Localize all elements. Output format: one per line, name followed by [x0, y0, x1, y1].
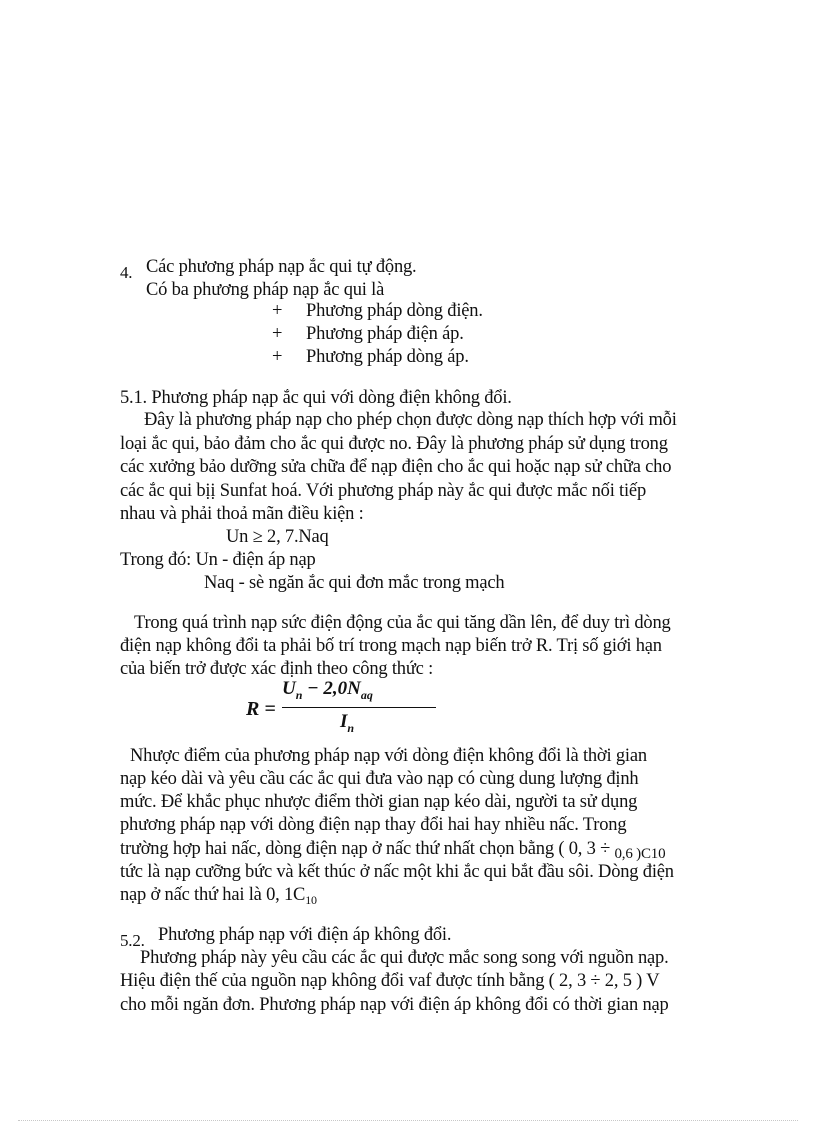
paragraph-line: điện nạp không đổi ta phải bố trí trong mạch nạp biến trở R. Trị số giới hạn	[120, 636, 662, 656]
paragraph-line: cho mỗi ngăn đơn. Phương pháp nạp với điện áp không đổi có thời gian nạp	[120, 995, 669, 1015]
paragraph-line: mức. Để khắc phục nhược điểm thời gian nạp kéo dài, người ta sử dụng	[120, 792, 638, 812]
formula-denominator: $I_n$	[340, 711, 355, 735]
paragraph-line: của biến trở được xác định theo công thức :	[120, 659, 434, 679]
section-5-1-heading: 5.1. Phương pháp nạp ắc qui với dòng điện không đổi.	[120, 388, 512, 408]
paragraph-line: các ắc qui bịị Sunfat hoá. Với phương pháp này ắc qui được mắc nối tiếp	[120, 481, 646, 501]
section-4-heading: Các phương pháp nạp ắc qui tự động.	[146, 257, 417, 277]
paragraph-line: Hiệu điện thế của nguồn nạp không đổi vaf được tính bằng ( 2, 3 ÷ 2, 5 ) V	[120, 971, 660, 991]
where-line: Naq - sè ngăn ắc qui đơn mắc trong mạch	[204, 573, 505, 593]
paragraph-line: Phương pháp này yêu cầu các ắc qui được mắc song song với nguồn nạp.	[140, 948, 669, 968]
section-5-2-heading: Phương pháp nạp với điện áp không đổi.	[158, 925, 452, 945]
bullet-text: Phương pháp điện áp.	[306, 324, 464, 344]
section-5-2-number: 5.2.	[120, 931, 145, 950]
bullet-symbol: +	[272, 301, 283, 321]
resistance-formula	[246, 680, 406, 736]
paragraph-line: Trong quá trình nạp sức điện động của ắc qui tăng dần lên, để duy trì dòng	[134, 613, 671, 633]
page-bottom-border	[18, 1120, 798, 1121]
paragraph-line: trường hợp hai nấc, dòng điện nạp ở nấc thứ nhất chọn bằng ( 0, 3 ÷ $_{0,6 )C10}$	[120, 839, 666, 862]
bullet-symbol: +	[272, 324, 283, 344]
bullet-text: Phương pháp dòng điện.	[306, 301, 483, 321]
formula-lhs: R =	[246, 698, 276, 720]
bullet-text: Phương pháp dòng áp.	[306, 347, 469, 367]
condition-formula: Un ≥ 2, 7.Naq	[226, 527, 329, 547]
paragraph-line: tức là nạp cưỡng bức và kết thúc ở nấc một khi ắc qui bắt đầu sôi. Dòng điện	[120, 862, 674, 882]
section-4-number: 4.	[120, 263, 133, 282]
fraction-bar	[282, 707, 436, 708]
section-4-intro: Có ba phương pháp nạp ắc qui là	[146, 280, 385, 300]
paragraph-line: nhau và phải thoả mãn điều kiện :	[120, 504, 364, 524]
paragraph-line: phương pháp nạp với dòng điện nạp thay đổi hai hay nhiều nấc. Trong	[120, 815, 627, 835]
formula-numerator: $U_n - 2,0N_{aq}$	[282, 678, 373, 702]
paragraph-line: Nhược điểm của phương pháp nạp với dòng điện không đổi là thời gian	[130, 746, 647, 766]
bullet-symbol: +	[272, 347, 283, 367]
where-line: Trong đó: Un - điện áp nạp	[120, 550, 316, 570]
paragraph-line: Đây là phương pháp nạp cho phép chọn được dòng nạp thích hợp với mỗi	[144, 410, 677, 430]
paragraph-line: loại ắc qui, bảo đảm cho ắc qui được no. Đây là phương pháp sử dụng trong	[120, 434, 668, 454]
paragraph-line: nạp kéo dài và yêu cầu các ắc qui đưa vào nạp có cùng dung lượng định	[120, 769, 639, 789]
paragraph-line: nạp ở nấc thứ hai là 0, $1C_{10}$	[120, 885, 317, 907]
paragraph-line: các xưởng bảo dưỡng sửa chữa để nạp điện cho ắc qui hoặc nạp sử chữa cho	[120, 457, 672, 477]
